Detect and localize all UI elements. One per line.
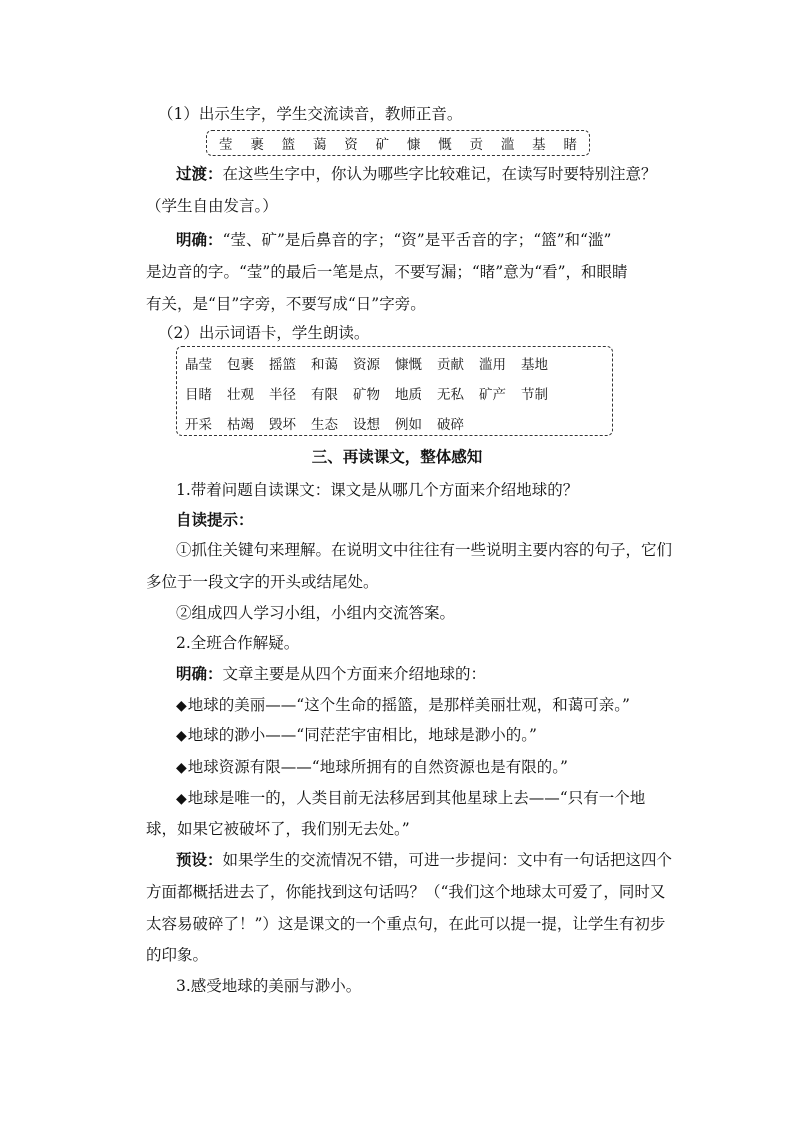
transition-note: （学生自由发言。） <box>146 197 278 215</box>
word: 无私 <box>437 387 464 403</box>
char: 基 <box>532 137 546 153</box>
char: 慨 <box>438 137 452 153</box>
word: 毁坏 <box>269 417 296 433</box>
item1-text: 1.带着问题自读课文：课文是从哪几个方面来介绍地球的？ <box>176 481 579 499</box>
word: 枯竭 <box>227 417 254 433</box>
point-2 <box>176 725 666 746</box>
word-row-3 <box>185 413 605 433</box>
transition-paragraph <box>176 164 666 184</box>
char: 资 <box>344 137 358 153</box>
word: 资源 <box>353 357 380 373</box>
word: 基地 <box>521 357 548 373</box>
point-text: 地球资源有限——“地球所拥有的自然资源也是有限的。” <box>187 758 568 776</box>
word: 矿产 <box>479 387 506 403</box>
preset-paragraph-line1 <box>176 850 673 870</box>
word: 例如 <box>395 417 422 433</box>
point-1 <box>176 695 666 716</box>
point-text: 地球的渺小——“同茫茫宇宙相比，地球是渺小的。” <box>187 726 537 744</box>
clarify2-label: 明确： <box>176 664 223 683</box>
clarify-paragraph-line1 <box>176 230 666 250</box>
word: 包裹 <box>227 357 254 373</box>
new-characters-box <box>206 130 590 156</box>
word-row-1 <box>185 353 605 373</box>
word: 破碎 <box>437 417 464 433</box>
char: 蔼 <box>312 137 327 153</box>
diamond-bullet-icon: ◆ <box>176 728 187 744</box>
tip2-text: ②组成四人学习小组，小组内交流答案。 <box>176 604 456 622</box>
diamond-bullet-icon: ◆ <box>176 698 187 714</box>
char: 篮 <box>281 137 296 153</box>
transition-text: 在这些生字中，你认为哪些字比较难记，在读写时要特别注意？ <box>222 165 657 183</box>
word: 有限 <box>311 387 338 403</box>
clarify-paragraph-line2: 是边音的字。“莹”的最后一笔是点，不要写漏；“睹”意为“看”，和眼睛 <box>146 263 628 281</box>
word: 目睹 <box>185 387 212 403</box>
preset-text: 如果学生的交流情况不错，可进一步提问：文中有一句话把这四个 <box>222 851 673 869</box>
step2-text: （2）出示词语卡，学生朗读。 <box>158 324 370 342</box>
clarify-paragraph-line3: 有关，是“目”字旁，不要写成“日”字旁。 <box>146 295 426 313</box>
word: 摇篮 <box>269 357 296 373</box>
point-text: 地球是唯一的，人类目前无法移居到其他星球上去——“只有一个地 <box>187 789 646 807</box>
word: 开采 <box>185 417 212 433</box>
word: 壮观 <box>227 387 254 403</box>
word: 滥用 <box>479 357 506 373</box>
diamond-bullet-icon: ◆ <box>176 791 187 807</box>
point-text: 地球的美丽——“这个生命的摇篮，是那样美丽壮观，和蔼可亲。” <box>187 696 630 714</box>
char: 裹 <box>250 137 264 153</box>
char: 贡 <box>469 137 483 153</box>
clarify-text: “莹、矿”是后鼻音的字；“资”是平舌音的字；“篮”和“滥” <box>222 231 612 249</box>
section-heading: 三、再读课文，整体感知 <box>311 447 483 466</box>
preset-paragraph-line2: 方面都概括进去了，你能找到这句话吗？（“我们这个地球太可爱了，同时又 <box>146 883 666 901</box>
transition-label: 过渡： <box>176 164 223 183</box>
tip1-line2: 多位于一段文字的开头或结尾处。 <box>146 573 379 591</box>
item2-text: 2.全班合作解疑。 <box>176 634 300 652</box>
word: 贡献 <box>437 357 464 373</box>
word: 和蔼 <box>311 357 338 373</box>
char: 莹 <box>219 137 233 153</box>
word: 半径 <box>269 387 296 403</box>
word: 晶莹 <box>185 357 212 373</box>
preset-paragraph-line4: 的印象。 <box>146 946 209 964</box>
step1-text: （1）出示生字，学生交流读音，教师正音。 <box>158 105 463 123</box>
word: 生态 <box>311 417 338 433</box>
word-cards-box <box>176 346 613 436</box>
char: 睹 <box>563 137 577 153</box>
point-3 <box>176 757 666 778</box>
tip1-line1: ①抓住关键句来理解。在说明文中往往有一些说明主要内容的句子，它们 <box>176 541 673 559</box>
point-4-line1 <box>176 788 666 809</box>
preset-paragraph-line3: 太容易破碎了！”）这是课文的一个重点句，在此可以提一提，让学生有初步 <box>146 915 666 933</box>
clarify2-text: 文章主要是从四个方面来介绍地球的： <box>222 665 487 683</box>
preset-label: 预设： <box>176 850 223 869</box>
tip-label: 自读提示： <box>176 510 254 529</box>
item3-text: 3.感受地球的美丽与渺小。 <box>176 977 362 995</box>
word: 设想 <box>353 417 380 433</box>
clarify2-paragraph <box>176 664 666 684</box>
char: 矿 <box>375 137 390 153</box>
word: 慷慨 <box>395 357 422 373</box>
char: 慷 <box>406 137 421 153</box>
diamond-bullet-icon: ◆ <box>176 760 187 776</box>
word: 地质 <box>395 387 422 403</box>
char: 滥 <box>500 137 515 153</box>
word: 节制 <box>521 387 548 403</box>
word-row-2 <box>185 383 605 403</box>
point-4-line2: 球，如果它被破坏了，我们别无去处。” <box>146 820 410 838</box>
word: 矿物 <box>353 387 380 403</box>
clarify-label: 明确： <box>176 230 223 249</box>
